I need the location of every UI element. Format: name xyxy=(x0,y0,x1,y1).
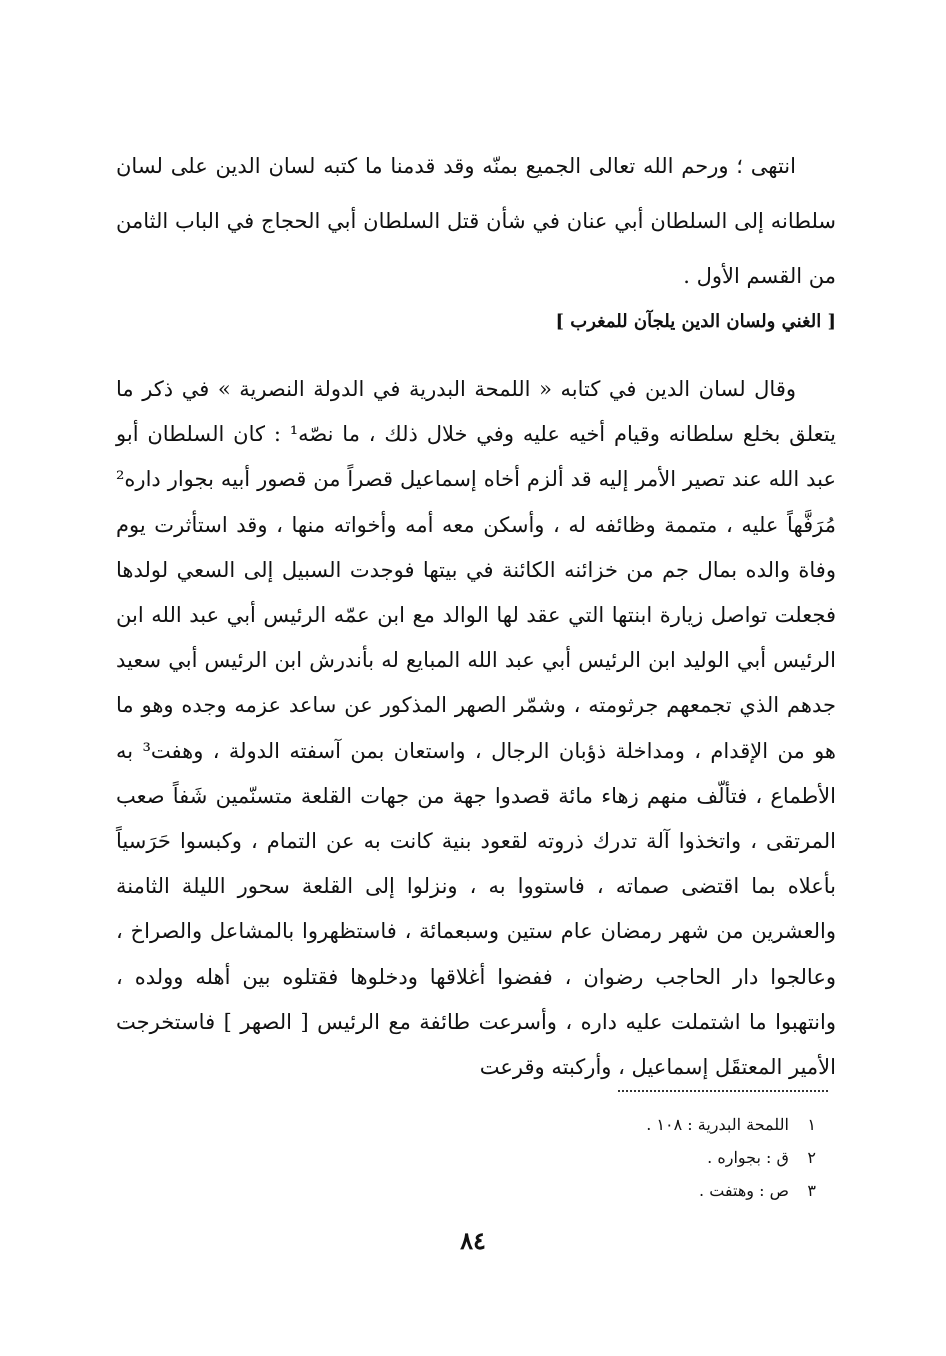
footnote-text: ق : بجواره . xyxy=(707,1148,789,1167)
opening-paragraph xyxy=(116,139,836,304)
opening-paragraph-text: انتهى ؛ ورحم الله تعالى الجميع بمنّه وقد قدمنا ما كتبه لسان الدين على لسان سلطانه إلى السلطان أبي عنان في شأن قتل السلطان أبي الحجاج في الباب الثامن من القسم الأول . xyxy=(116,154,836,288)
footnote-text: اللمحة البدرية : ١٠٨ . xyxy=(646,1115,789,1134)
footnote-item xyxy=(416,1108,816,1141)
footnote-text: ص : وهتفت . xyxy=(699,1181,789,1200)
section-heading: [ الغني ولسان الدين يلجآن للمغرب ] xyxy=(555,311,836,332)
page-number: ٨٤ xyxy=(460,1226,486,1255)
footnote-divider xyxy=(618,1090,828,1092)
footnote-number: ١ xyxy=(807,1115,816,1134)
footnote-item xyxy=(416,1174,816,1207)
main-paragraph-text: وقال لسان الدين في كتابه « اللمحة البدرية في الدولة النصرية » في ذكر ما يتعلق بخلع سلطانه وقيام أخيه عليه وفي خلال ذلك ، ما نصّه¹ : كان السلطان أبو عبد الله عند تصير الأمر إليه قد ألزم أخاه إسماعيل قصراً من قصور أبيه بجوار داره² مُرَفَّهاً عليه ، متممة وظائفه له ، وأسكن معه أمه وأخواته منها ، وقد استأثرت يوم وفاة والده بمال جم من خزائنه الكائنة في بيتها فوجدت السبيل إلى السعي لولدها فجعلت تواصل زيارة ابنتها التي عقد لها الوالد مع ابن عمّه الرئيس أبي عبد الله ابن الرئيس أبي الوليد ابن الرئيس أبي عبد الله المبايع له بأندرش ابن الرئيس أبي سعيد جدهم الذي تجمعهم جرثومته ، وشمّر الصهر المذكور عن ساعد عزمه وجده وهو ما هو من الإقدام ، ومداخلة ذؤبان الرجال ، واستعان بمن آسفته الدولة ، وهفت³ به الأطماع ، فتألّف منهم زهاء مائة قصدوا جهة من جهات القلعة متسنّمين شَفاً صعب المرتقى ، واتخذوا آلة تدرك ذروته لقعود بنية كانت به عن التمام ، وكبسوا حَرَسياً بأعلاه بما اقتضى صماته ، فاستووا به ، ونزلوا إلى القلعة سحور الليلة الثامنة والعشرين من شهر رمضان عام ستين وسبعمائة ، فاستظهروا بالمشاعل والصراخ ، وعالجوا دار الحاجب رضوان ، ففضوا أغلاقها ودخلوها فقتلوه بين أهله وولده ، وانتهبوا ما اشتملت عليه داره ، وأسرعت طائفة مع الرئيس [ الصهر ] فاستخرجت الأمير المعتقَل إسماعيل ، وأركبته وقرعت xyxy=(116,377,836,1080)
footnotes-list xyxy=(416,1108,816,1207)
footnote-number: ٢ xyxy=(807,1148,816,1167)
footnote-number: ٣ xyxy=(807,1181,816,1200)
footnote-item xyxy=(416,1141,816,1174)
main-paragraph xyxy=(116,367,836,1090)
